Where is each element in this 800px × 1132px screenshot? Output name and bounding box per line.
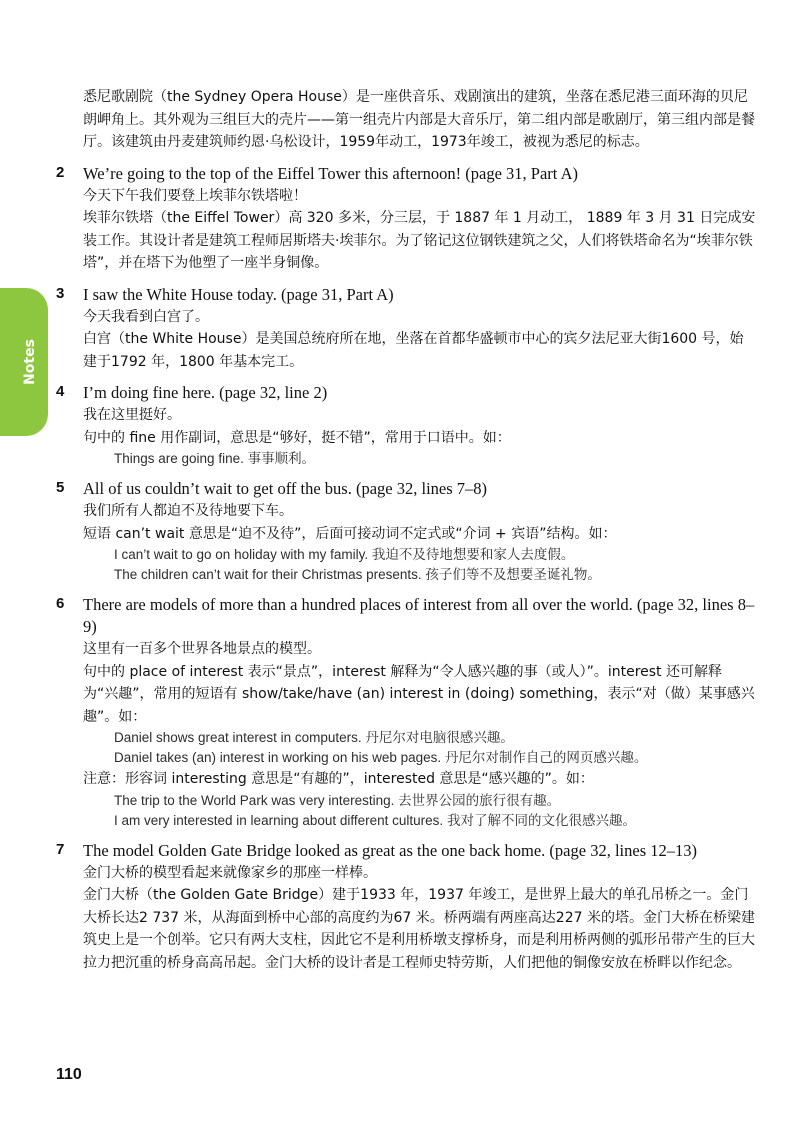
example-sentence bbox=[114, 791, 756, 811]
item-number: 5 bbox=[56, 479, 65, 496]
item-explanation: 句中的 fine 用作副词，意思是“够好，挺不错”，常用于口语中。如： bbox=[83, 429, 511, 446]
example-sentence bbox=[114, 565, 756, 585]
note-item-4 bbox=[56, 382, 756, 469]
item-explanation: 句中的 place of interest 表示“景点”，interest 解释为“令人感兴趣的事（或人）”。interest 还可解释为“兴趣”，常用的短语有 show/take/have (an) interest in (doing) something，表示“对（做）某事感兴趣”。如： bbox=[83, 663, 755, 725]
example-chinese: 我对了解不同的文化很感兴趣。 bbox=[446, 812, 636, 828]
example-sentence bbox=[114, 748, 756, 768]
example-chinese: 去世界公园的旅行很有趣。 bbox=[398, 792, 561, 808]
item-note: 注意：形容词 interesting 意思是“有趣的”，interested 意思是“感兴趣的”。如： bbox=[83, 771, 594, 787]
item-number: 6 bbox=[56, 595, 65, 612]
item-translation: 我们所有人都迫不及待地要下车。 bbox=[83, 503, 293, 519]
example-english: I can’t wait to go on holiday with my family. bbox=[114, 547, 369, 562]
item-explanation: 白宫（the White House）是美国总统府所在地，坐落在首都华盛顿市中心的宾夕法尼亚大街1600 号，始建于1792 年，1800 年基本完工。 bbox=[83, 331, 744, 370]
example-sentence bbox=[114, 728, 756, 748]
example-chinese: 丹尼尔对制作自己的网页感兴趣。 bbox=[444, 750, 648, 765]
example-sentence bbox=[114, 449, 756, 469]
item-translation: 我在这里挺好。 bbox=[83, 407, 181, 423]
example-english: Daniel takes (an) interest in working on his web pages. bbox=[114, 750, 442, 765]
example-chinese: 孩子们等不及想要圣诞礼物。 bbox=[425, 567, 601, 582]
item-translation: 今天下午我们要登上埃菲尔铁塔啦！ bbox=[83, 187, 307, 204]
item-number: 7 bbox=[56, 840, 65, 858]
item-number: 4 bbox=[56, 383, 65, 400]
item-translation: 这里有一百多个世界各地景点的模型。 bbox=[83, 641, 321, 657]
notes-side-tab bbox=[0, 288, 48, 436]
item-translation: 金门大桥的模型看起来就像家乡的那座一样棒。 bbox=[83, 864, 377, 881]
page-number: 110 bbox=[56, 1066, 82, 1083]
example-english: I am very interested in learning about different cultures. bbox=[114, 812, 444, 828]
example-english: The children can’t wait for their Christmas presents. bbox=[114, 567, 422, 582]
example-sentence bbox=[114, 545, 756, 565]
item-english-sentence: We’re going to the top of the Eiffel Tower this afternoon! (page 31, Part A) bbox=[83, 163, 578, 183]
example-chinese: 事事顺利。 bbox=[247, 451, 316, 466]
example-english: The trip to the World Park was very interesting. bbox=[114, 792, 395, 808]
intro-paragraph: 悉尼歌剧院（the Sydney Opera House）是一座供音乐、戏剧演出的建筑，坐落在悉尼港三面环海的贝尼朗岬角上。其外观为三组巨大的壳片——第一组壳片内部是大音乐厅，第二组内部是歌剧厅，第三组内部是餐厅。该建筑由丹麦建筑师约恩·乌松设计，1959年动工，1973年竣工，被视为悉尼的标志。 bbox=[83, 89, 755, 150]
item-english-sentence: The model Golden Gate Bridge looked as great as the one back home. (page 32, lines 12–13) bbox=[83, 840, 697, 860]
item-english-sentence: I’m doing fine here. (page 32, line 2) bbox=[83, 383, 328, 402]
example-chinese: 我迫不及待地想要和家人去度假。 bbox=[371, 547, 575, 562]
item-english-sentence: There are models of more than a hundred places of interest from all over the world. (page 32, lines 8–9) bbox=[83, 595, 755, 636]
example-sentence bbox=[114, 811, 756, 831]
item-explanation: 埃菲尔铁塔（the Eiffel Tower）高 320 多米，分三层，于 1887 年 1 月动工， 1889 年 3 月 31 日完成安装工作。其设计者是建筑工程师居斯塔夫·埃菲尔。为了铭记这位钢铁建筑之父，人们将铁塔命名为“埃菲尔铁塔”，并在塔下为他塑了一座半身铜像。 bbox=[83, 210, 756, 271]
item-explanation: 金门大桥（the Golden Gate Bridge）建于1933 年，1937 年竣工，是世界上最大的单孔吊桥之一。金门大桥长达2 737 米，从海面到桥中心部的高度约为67 米。桥两端有两座高达227 米的塔。金门大桥在桥梁建筑史上是一个创举。它只有两大支柱，因此它不是利用桥墩支撑桥身，而是利用桥两侧的弧形吊带产生的巨大拉力把沉重的桥身高高吊起。金门大桥的设计者是工程师史特劳斯，人们把他的铜像安放在桥畔以作纪念。 bbox=[83, 887, 755, 971]
note-item-2 bbox=[56, 163, 756, 275]
note-item-7 bbox=[56, 840, 756, 975]
example-chinese: 丹尼尔对电脑很感兴趣。 bbox=[365, 730, 514, 745]
item-number: 3 bbox=[56, 284, 65, 302]
notes-tab-label: Notes bbox=[22, 339, 38, 385]
item-translation: 今天我看到白宫了。 bbox=[83, 308, 209, 325]
example-english: Things are going fine. bbox=[114, 451, 244, 466]
note-item-3 bbox=[56, 284, 756, 374]
notes-content bbox=[56, 86, 756, 974]
item-english-sentence: I saw the White House today. (page 31, Part A) bbox=[83, 284, 394, 304]
note-item-6 bbox=[56, 594, 756, 831]
example-english: Daniel shows great interest in computers. bbox=[114, 730, 362, 745]
item-explanation: 短语 can’t wait 意思是“迫不及待”，后面可接动词不定式或“介词 + 宾语”结构。如： bbox=[83, 525, 617, 542]
item-english-sentence: All of us couldn’t wait to get off the bus. (page 32, lines 7–8) bbox=[83, 479, 488, 498]
item-number: 2 bbox=[56, 163, 65, 181]
note-item-5 bbox=[56, 478, 756, 585]
